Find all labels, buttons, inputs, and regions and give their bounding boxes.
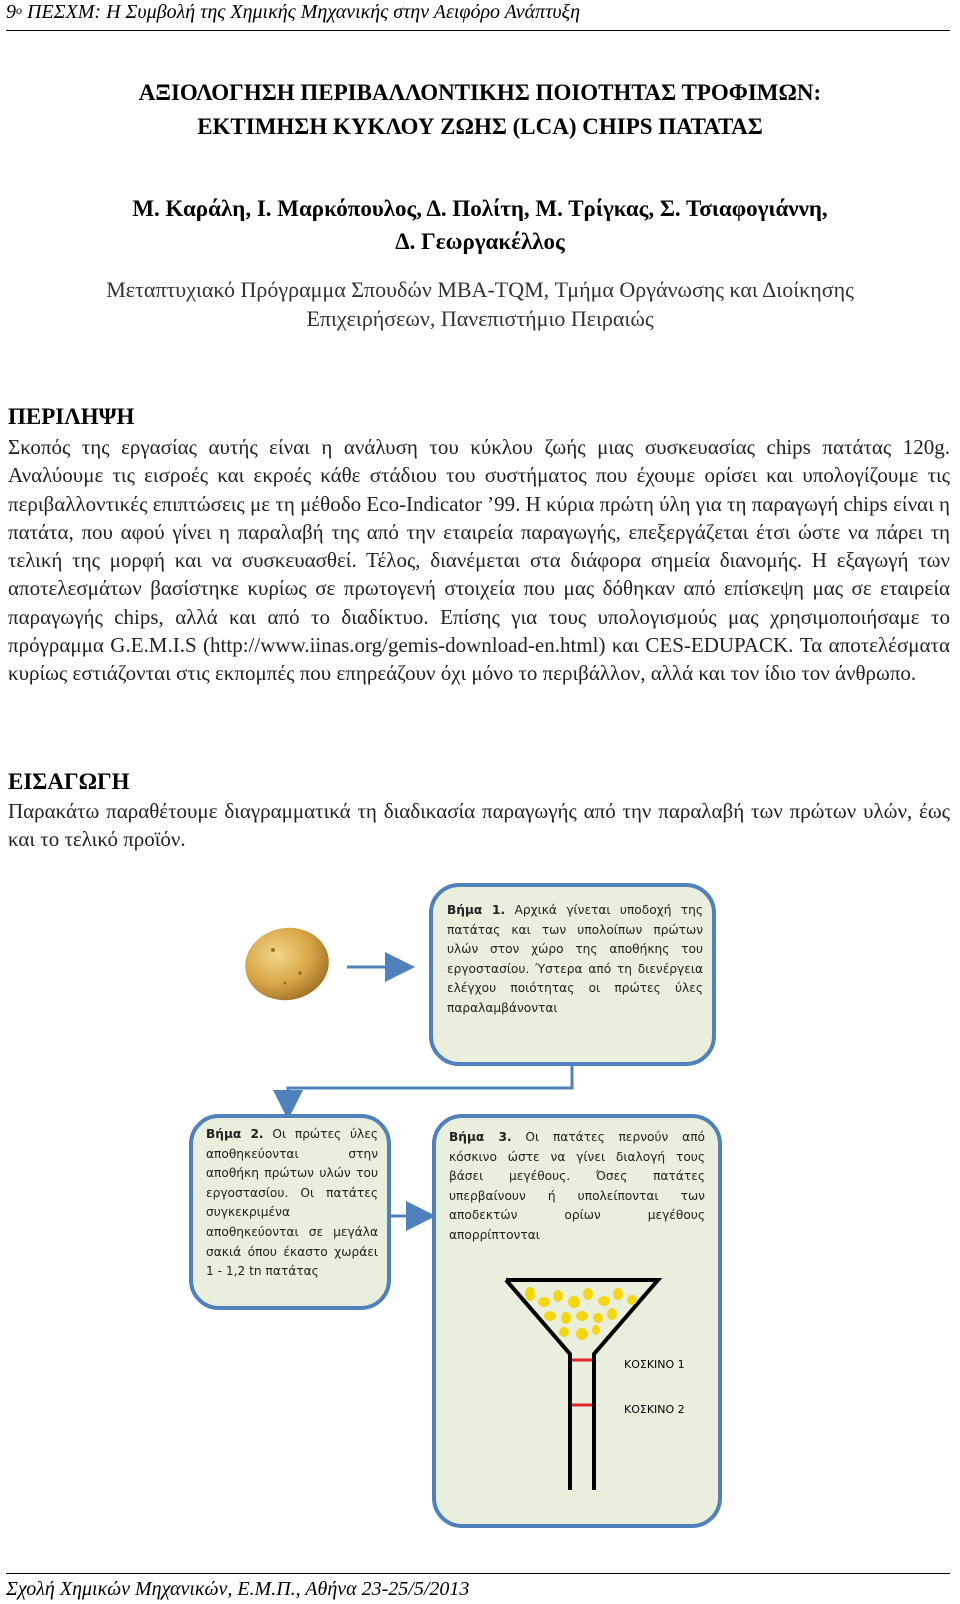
step1-text — [447, 901, 703, 1019]
process-figure — [175, 888, 780, 1528]
affiliation — [0, 275, 960, 333]
step2-label: Βήμα 2. — [206, 1127, 264, 1141]
title-line-1: ΑΞΙΟΛΟΓΗΣΗ ΠΕΡΙΒΑΛΛΟΝΤΙΚΗΣ ΠΟΙΟΤΗΤΑΣ ΤΡΟΦΙΜΩΝ: — [138, 80, 822, 105]
step3-description: Οι πατάτες περνούν από κόσκινο ώστε να γίνει διαλογή τους βάσει μεγέθους. Όσες πατάτες υπερβαίνουν ή υπολείπονται των αποδεκτών ορίων μεγέθους απορρίπτονται — [449, 1130, 705, 1242]
affiliation-line-2: Επιχειρήσεων, Πανεπιστήμιο Πειραιώς — [306, 306, 654, 331]
header-edition: 9 — [6, 1, 16, 23]
step2-text — [206, 1125, 378, 1282]
step1-label: Βήμα 1. — [447, 903, 506, 917]
intro-heading: ΕΙΣΑΓΩΓΗ — [8, 769, 130, 794]
affiliation-line-1: Μεταπτυχιακό Πρόγραμμα Σπουδών MBA-TQM, Τμήμα Οργάνωσης και Διοίκησης — [106, 277, 854, 302]
step2-description: Οι πρώτες ύλες αποθηκεύονται στην αποθήκη πρώτων υλών του εργοστασίου. Οι πατάτες συγκεκριμένα αποθηκεύονται σε μεγάλα σακιά όπου έκαστο χωράει 1 - 1,2 tn πατάτας — [206, 1127, 378, 1279]
step1-box — [429, 883, 716, 1066]
header-conference: ΠΕΣΧΜ: Η Συμβολή της Χημικής Μηχανικής στην Αειφόρο Ανάπτυξη — [22, 1, 581, 23]
authors-line-2: Δ. Γεωργακέλλος — [395, 229, 565, 254]
sieve2-label: ΚΟΣΚΙΝΟ 2 — [624, 1403, 685, 1416]
abstract-text: Σκοπός της εργασίας αυτής είναι η ανάλυση του κύκλου ζωής μιας συσκευασίας chips πατάτας 120g. Αναλύουμε τις εισροές και εκροές κάθε στάδιου του συστήματος που έχουμε ορίσει και υπολογίζουμε τις περιβαλλοντικές επιπτώσεις με τη μέθοδο Eco-Indicator ’99. Η κύρια πρώτη ύλη για τη παραγωγή chips είναι η πατάτα, που αφού γίνει η παραλαβή της από την εταιρεία παραγωγής, επεξεργάζεται έτσι ώστε να πάρει τη τελική της μορφή και να συσκευασθεί. Τέλος, διανέμεται στα διάφορα σημεία διανομής. Η εξαγωγή των αποτελεσμάτων βασίστηκε κυρίως σε πρωτογενή στοιχεία που μας δόθηκαν από επίσκεψη μας σε εταιρεία παραγωγής chips, αλλά και από το διαδίκτυο. Επίσης για τους υπολογισμούς μας χρησιμοποιήσαμε το πρόγραμμα G.E.M.I.S (http://www.iinas.org/gemis-download-en.html) και CES-EDUPACK. Τα αποτελέσματα κυρίως εστιάζονται στις εκπομπές που επηρεάζουν όχι μόνο το περιβάλλον, αλλά και τον ίδιο τον άνθρωπο. — [8, 435, 950, 686]
step3-box — [432, 1114, 722, 1528]
title-line-2: ΕΚΤΙΜΗΣΗ ΚΥΚΛΟΥ ΖΩΗΣ (LCA) CHIPS ΠΑΤΑΤΑΣ — [197, 114, 763, 139]
arrow-step1-to-step2 — [288, 1064, 572, 1114]
authors-line-1: Μ. Καράλη, Ι. Μαρκόπουλος, Δ. Πολίτη, Μ. Τρίγκας, Σ. Τσιαφογιάννη, — [132, 196, 828, 221]
step1-description: Αρχικά γίνεται υποδοχή της πατάτας και των υπολοίπων πρώτων υλών στον χώρο της αποθήκης του εργοστασίου. Ύστερα από τη διενέργεια ελέγχου ποιότητας οι πρώτες ύλες παραλαμβάνονται — [447, 903, 704, 1015]
running-header — [6, 0, 950, 31]
sieve-funnel — [436, 1118, 718, 1524]
authors — [0, 192, 960, 258]
sieve1-label: ΚΟΣΚΙΝΟ 1 — [624, 1358, 685, 1371]
intro-text: Παρακάτω παραθέτουμε διαγραμματικά τη διαδικασία παραγωγής από την παραλαβή των πρώτων υλών, έως και το τελικό προϊόν. — [8, 799, 950, 852]
potato-image — [239, 921, 334, 1006]
step2-box — [189, 1114, 391, 1310]
sorting-potatoes — [525, 1287, 637, 1340]
running-footer: Σχολή Χημικών Μηχανικών, Ε.Μ.Π., Αθήνα 23-25/5/2013 — [6, 1573, 950, 1602]
abstract-heading: ΠΕΡΙΛΗΨΗ — [8, 404, 135, 429]
header-ordinal: ο — [16, 3, 22, 17]
paper-title — [0, 76, 960, 144]
step3-label: Βήμα 3. — [449, 1130, 512, 1144]
